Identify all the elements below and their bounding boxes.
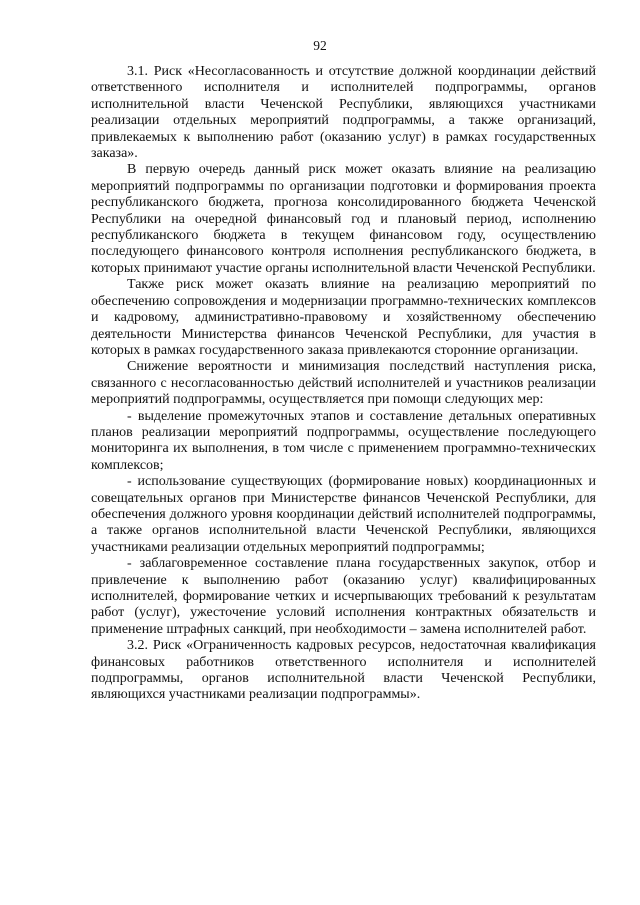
- paragraph-risk-3-1: 3.1. Риск «Несогласованность и отсутствие должной координации действий ответственного исполнителя и исполнителей подпрограммы, органов исполнительной власти Чеченской Республики, являющихся участниками реализации отдельных мероприятий подпрограммы, а также организаций, привлекаемых к выполнению работ (оказанию услуг) в рамках государственных заказа».: [91, 64, 596, 162]
- list-item-intermediate-stages: - выделение промежуточных этапов и составление детальных оперативных планов реализации мероприятий подпрограммы, осуществление последующего мониторинга их выполнения, в том числе с применением программно-технических комплексов;: [91, 408, 596, 473]
- list-item-coordination-bodies: - использование существующих (формирование новых) координационных и совещательных органов при Министерстве финансов Чеченской Республики, для обеспечения должного уровня координации действий исполнителей подпрограммы, а также органов исполнительной власти Чеченской Республики, являющихся участниками реализации отдельных мероприятий подпрограммы;: [91, 474, 596, 555]
- paragraph-mitigation-intro: Снижение вероятности и минимизация последствий наступления риска, связанного с несогласованностью действий исполнителей и участников реализации мероприятий подпрограммы, осуществляется при помощи следующих мер:: [91, 359, 596, 408]
- paragraph-risk-3-2: 3.2. Риск «Ограниченность кадровых ресурсов, недостаточная квалификация финансовых работников ответственного исполнителя и исполнителей подпрограммы, органов исполнительной власти Чеченской Республики, являющихся участниками реализации подпрограммы».: [91, 638, 596, 703]
- paragraph-modernization-impact: Также риск может оказать влияние на реализацию мероприятий по обеспечению сопровождения и модернизации программно-технических комплексов и кадровому, административно-правовому и хозяйственному обеспечению деятельности Министерства финансов Чеченской Республики, для участия в которых в рамках государственного заказа привлекаются сторонние организации.: [91, 277, 596, 358]
- page-number: 92: [313, 38, 327, 53]
- paragraph-budget-impact: В первую очередь данный риск может оказать влияние на реализацию мероприятий подпрограммы по организации подготовки и формирования проекта республиканского бюджета, прогноза консолидированного бюджета Чеченской Республики на очередной финансовый год и плановый период, исполнению республиканского бюджета в текущем финансовом году, осуществлению последующего финансового контроля исполнения республиканского бюджета, в которых принимают участие органы исполнительной власти Чеченской Республики.: [91, 162, 596, 276]
- list-item-procurement-plan: - заблаговременное составление плана государственных закупок, отбор и привлечение к выполнению работ (оказанию услуг) квалифицированных исполнителей, формирование четких и исчерпывающих требований к результатам работ (услуг), ужесточение условий исполнения контрактных обязательств и применение штрафных санкций, при необходимости – замена исполнителей работ.: [91, 556, 596, 637]
- document-body: [91, 64, 596, 704]
